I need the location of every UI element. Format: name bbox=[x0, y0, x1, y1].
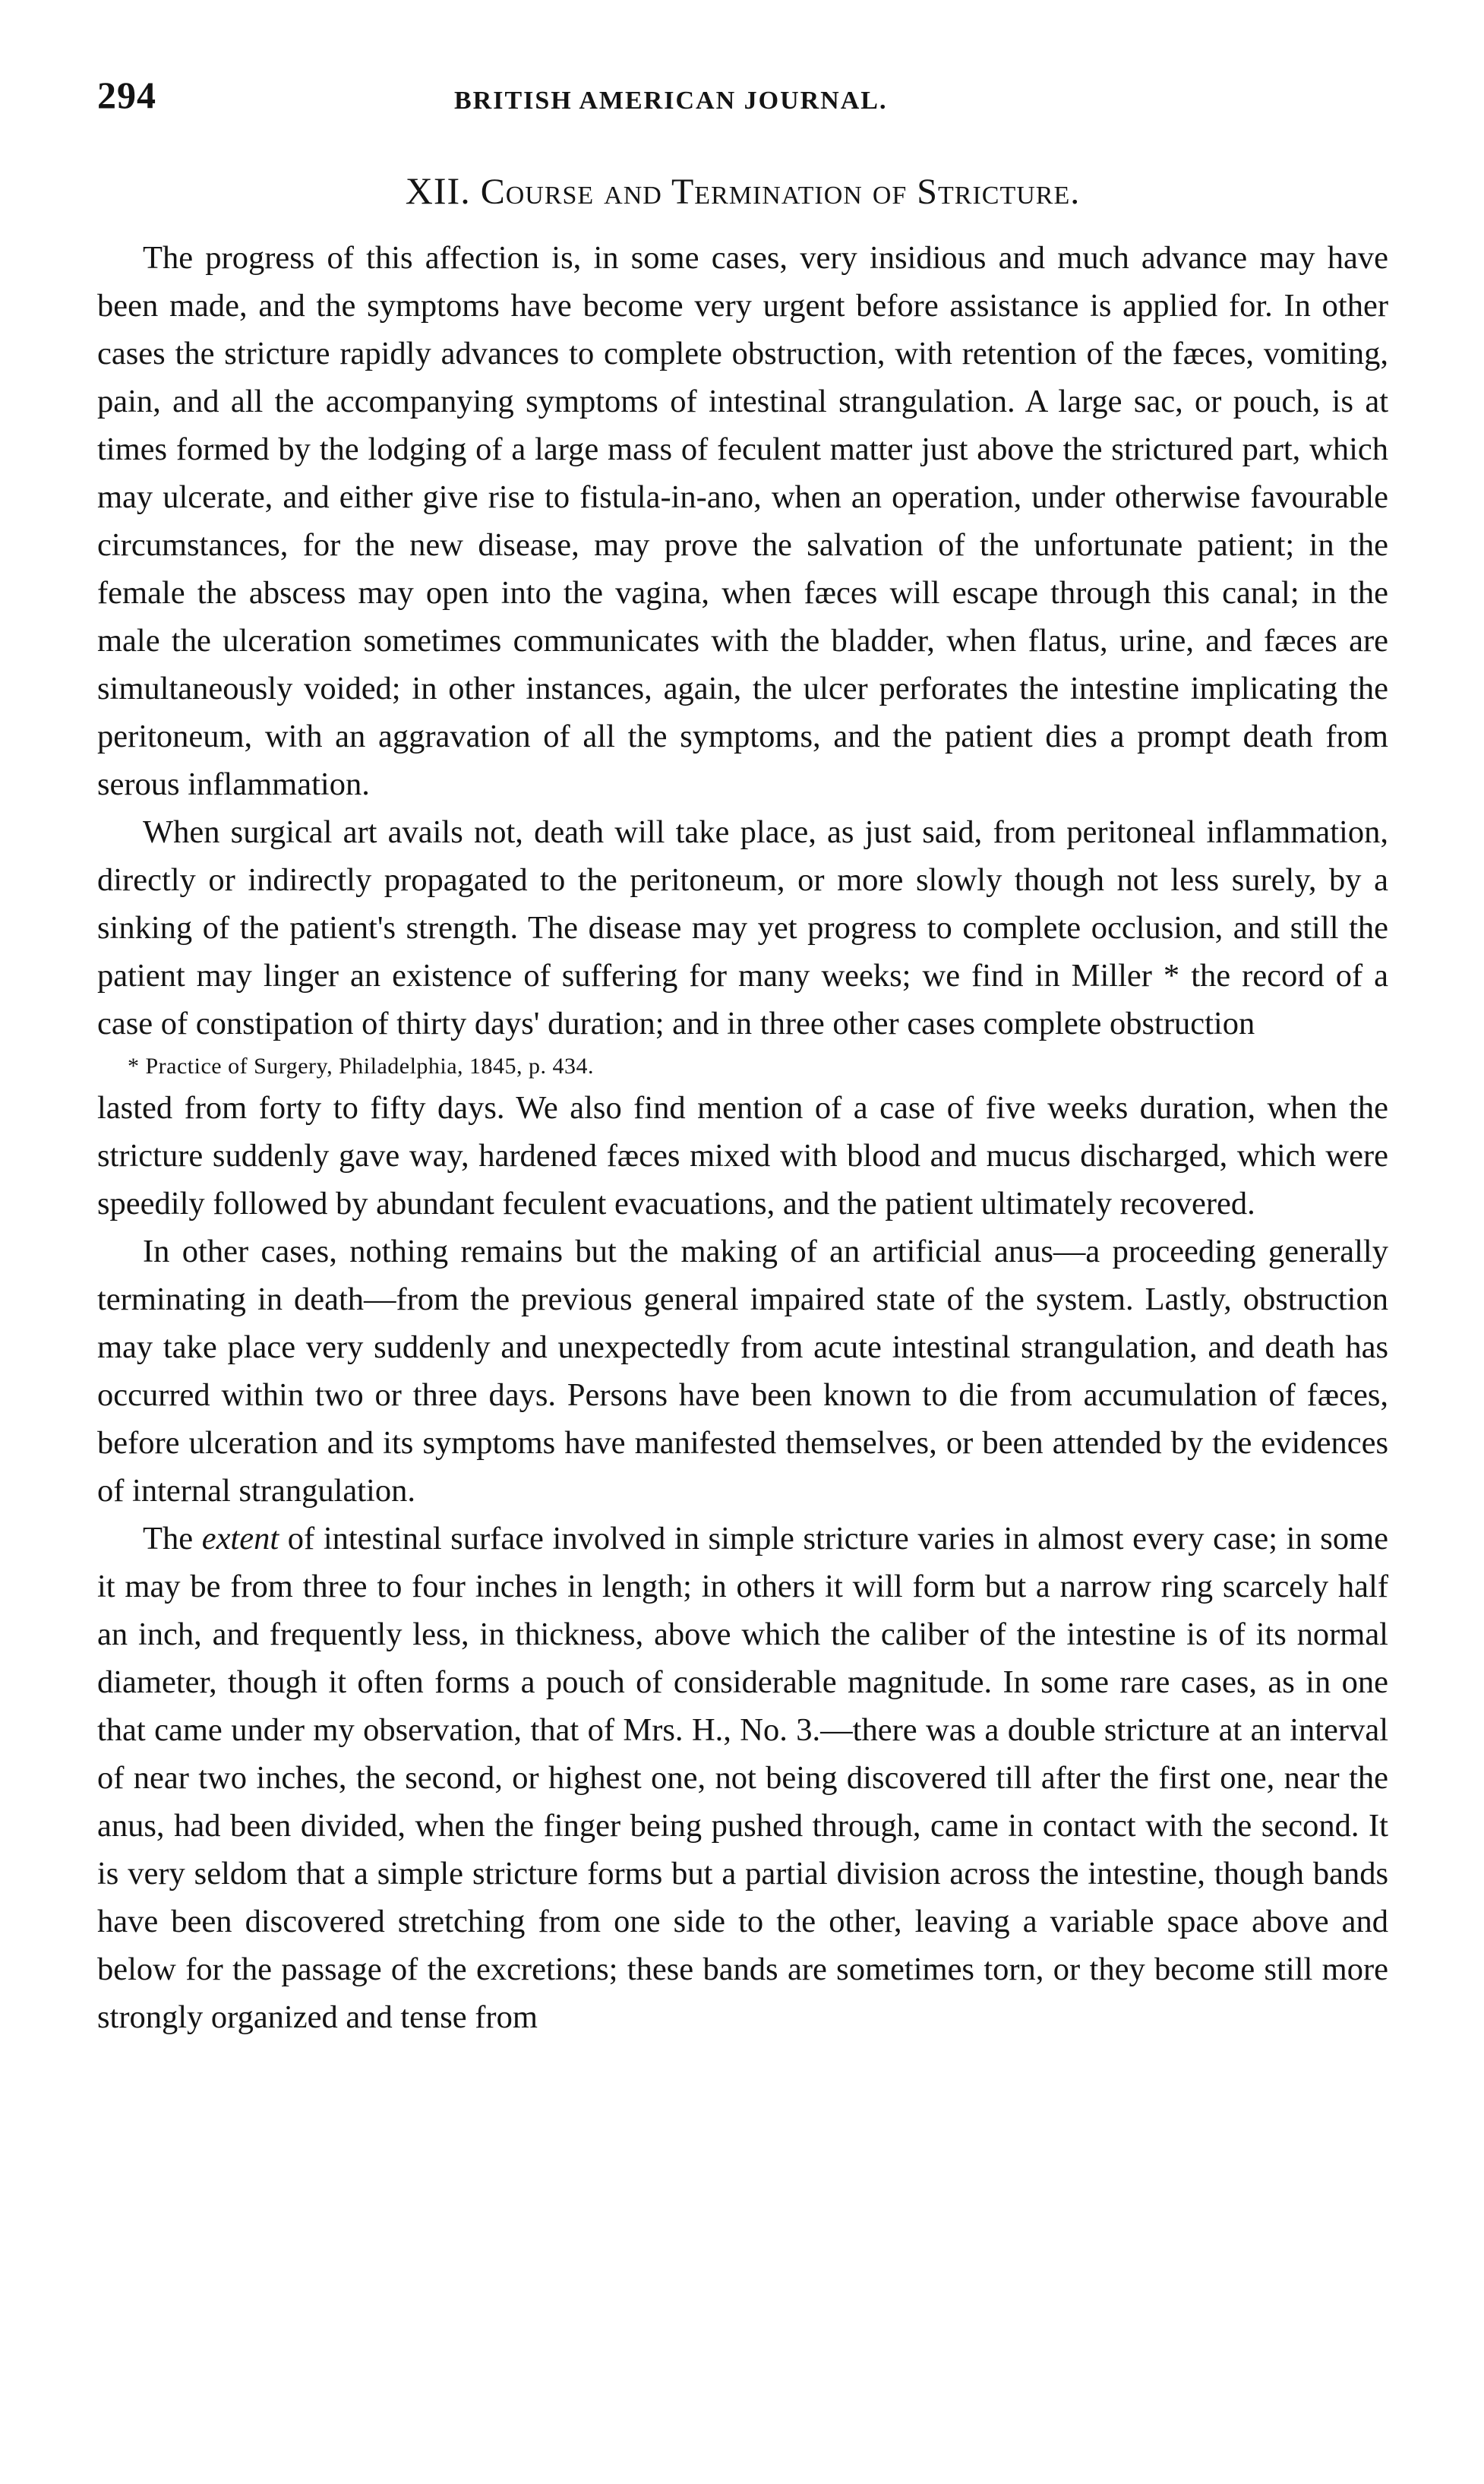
paragraph-progress: The progress of this affection is, in some cases, very insidious and much advance may have been made, and the symptoms have become very urgent before assistance is applied for. In other cases the stricture rapidly advances to complete obstruction, with retention of the fæces, vomiting, pain, and all the accompanying symptoms of intestinal strangulation. A large sac, or pouch, is at times formed by the lodging of a large mass of feculent matter just above the strictured part, which may ulcerate, and either give rise to fistula-in-ano, when an operation, under otherwise favourable circumstances, for the new disease, may prove the salvation of the unfortunate patient; in the female the abscess may open into the vagina, when fæces will escape through this canal; in the male the ulceration sometimes communicates with the bladder, when flatus, urine, and fæces are simultaneously voided; in other instances, again, the ulcer perforates the intestine implicating the peritoneum, with an aggravation of all the symptoms, and the patient dies a prompt death from serous inflammation. bbox=[97, 240, 1388, 802]
section-numeral: XII. bbox=[405, 169, 471, 212]
journal-title: BRITISH AMERICAN JOURNAL. bbox=[454, 87, 888, 115]
paragraph-extent-lead: The bbox=[143, 1521, 194, 1556]
section-title: Course and Termination of Stricture. bbox=[480, 172, 1081, 212]
paragraph-surgical-art: When surgical art avails not, death will take place, as just said, from peritoneal inflammation, directly or indirectly propagated to the peritoneum, or more slowly though not less surely, by a sinking of the patient's strength. The disease may yet progress to complete occlusion, and still the patient may linger an existence of suffering for many weeks; we find in Miller * the record of a case of constipation of thirty days' duration; and in three other cases complete obstruction bbox=[97, 814, 1388, 1041]
paragraph-artificial-anus: In other cases, nothing remains but the making of an artificial anus—a proceeding generally terminating in death—from the previous general impaired state of the system. Lastly, obstruction may take place very suddenly and unexpectedly from acute intestinal strangulation, and death has occurred within two or three days. Persons have been known to die from accumulation of fæces, before ulceration and its symptoms have manifested themselves, or been attended by the evidences of internal strangulation. bbox=[97, 1234, 1388, 1509]
italic-extent: extent bbox=[201, 1521, 279, 1556]
paragraph-continuation: lasted from forty to fifty days. We also find mention of a case of five weeks duration, when the stricture suddenly gave way, hardened fæces mixed with blood and mucus discharged, which were speedily followed by abundant feculent evacuations, and the patient ultimately recovered. bbox=[97, 1090, 1388, 1221]
section-heading bbox=[97, 169, 1388, 213]
footnote: * Practice of Surgery, Philadelphia, 1845, p. 434. bbox=[128, 1054, 595, 1079]
page-number: 294 bbox=[97, 74, 156, 116]
paragraph-extent bbox=[97, 1515, 1388, 2041]
running-head bbox=[97, 73, 1388, 134]
paragraph-extent-rest: of intestinal surface involved in simple stricture varies in almost every case; in some it may be from three to four inches in length; in others it will form but a narrow ring scarcely half an inch, and frequently less, in thickness, above which the caliber of the intestine is of its normal diameter, though it often forms a pouch of considerable magnitude. In some rare cases, as in one that came under my observation, that of Mrs. H., No. 3.—there was a double stricture at an interval of near two inches, the second, or highest one, not being discovered till after the first one, near the anus, had been divided, when the finger being pushed through, came in contact with the second. It is very seldom that a simple stricture forms but a partial division across the intestine, though bands have been discovered stretching from one side to the other, leaving a variable space above and below for the passage of the excretions; these bands are sometimes torn, or they become still more strongly organized and tense from bbox=[97, 1521, 1389, 2035]
article-body bbox=[97, 234, 1388, 2041]
journal-page bbox=[97, 73, 1388, 2041]
